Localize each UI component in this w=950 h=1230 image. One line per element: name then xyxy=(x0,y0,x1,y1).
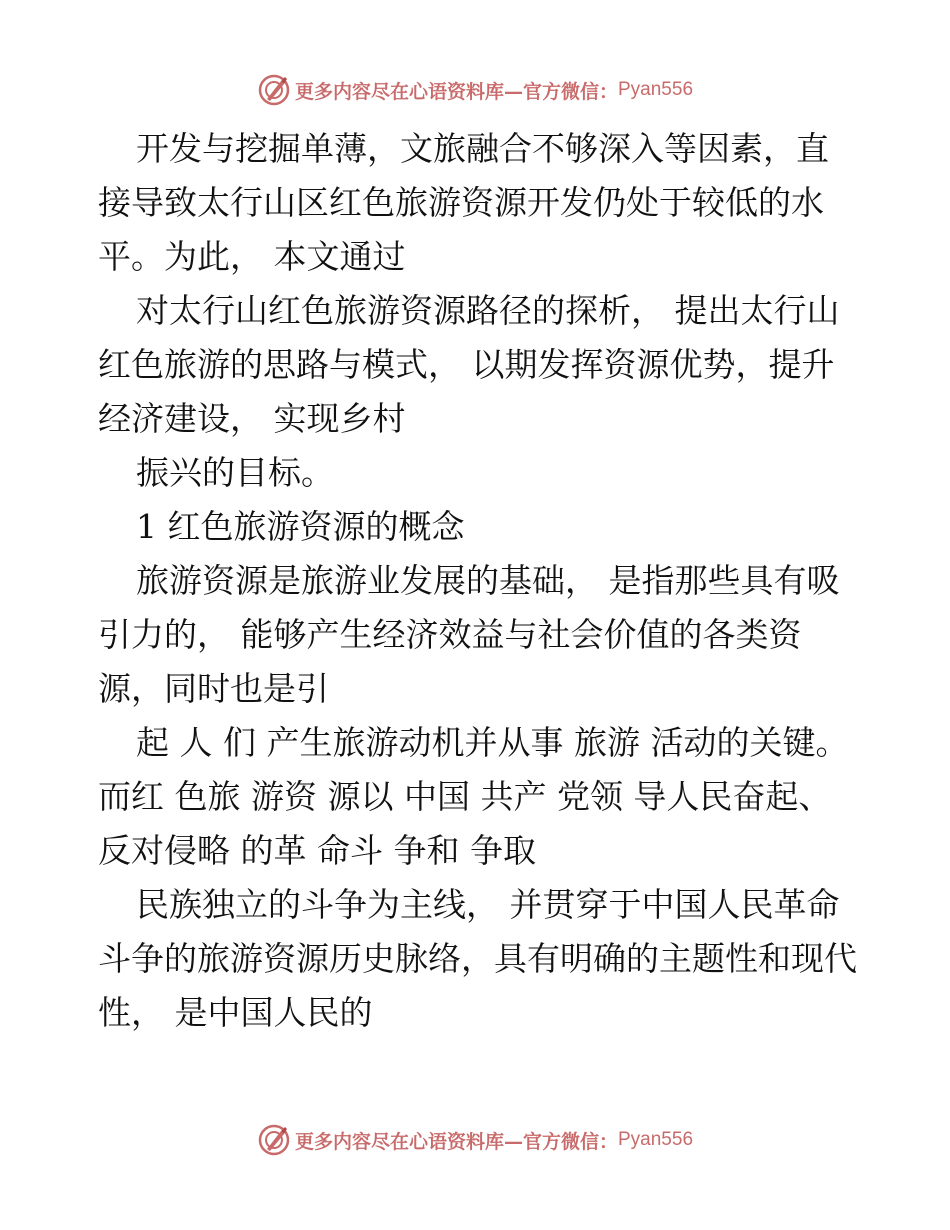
section-heading: 1 红色旅游资源的概念 xyxy=(136,507,465,546)
footer-banner xyxy=(0,1120,950,1160)
footer-banner-text: 更多内容尽在心语资料库—官方微信： xyxy=(294,1130,618,1153)
document-body xyxy=(98,122,858,1040)
logo-icon xyxy=(257,1123,291,1157)
header-banner-text: 更多内容尽在心语资料库—官方微信： xyxy=(294,80,618,103)
paragraph: 对太行山红色旅游资源路径的探析， 提出太行山红色旅游的思路与模式， 以期发挥资源优势，提升经济建设， 实现乡村 xyxy=(98,291,840,438)
paragraph: 民族独立的斗争为主线， 并贯穿于中国人民革命斗争的旅游资源历史脉络，具有明确的主题性和现代性， 是中国人民的 xyxy=(98,885,857,1032)
footer-banner-id: Pyan556 xyxy=(618,1129,694,1150)
logo-icon xyxy=(257,73,291,107)
paragraph: 起 人 们 产生旅游动机并从事 旅游 活动的关键。而红 色旅 游资 源以 中国 共产 党领 导人民奋起、反对侵略 的革 命斗 争和 争取 xyxy=(98,723,849,870)
paragraph: 开发与挖掘单薄，文旅融合不够深入等因素，直接导致太行山区红色旅游资源开发仍处于较低的水平。为此， 本文通过 xyxy=(98,129,829,276)
header-banner xyxy=(0,70,950,110)
paragraph: 振兴的目标。 xyxy=(136,453,334,492)
header-banner-id: Pyan556 xyxy=(618,79,694,100)
paragraph: 旅游资源是旅游业发展的基础， 是指那些具有吸引力的， 能够产生经济效益与社会价值的各类资源，同时也是引 xyxy=(98,561,840,708)
